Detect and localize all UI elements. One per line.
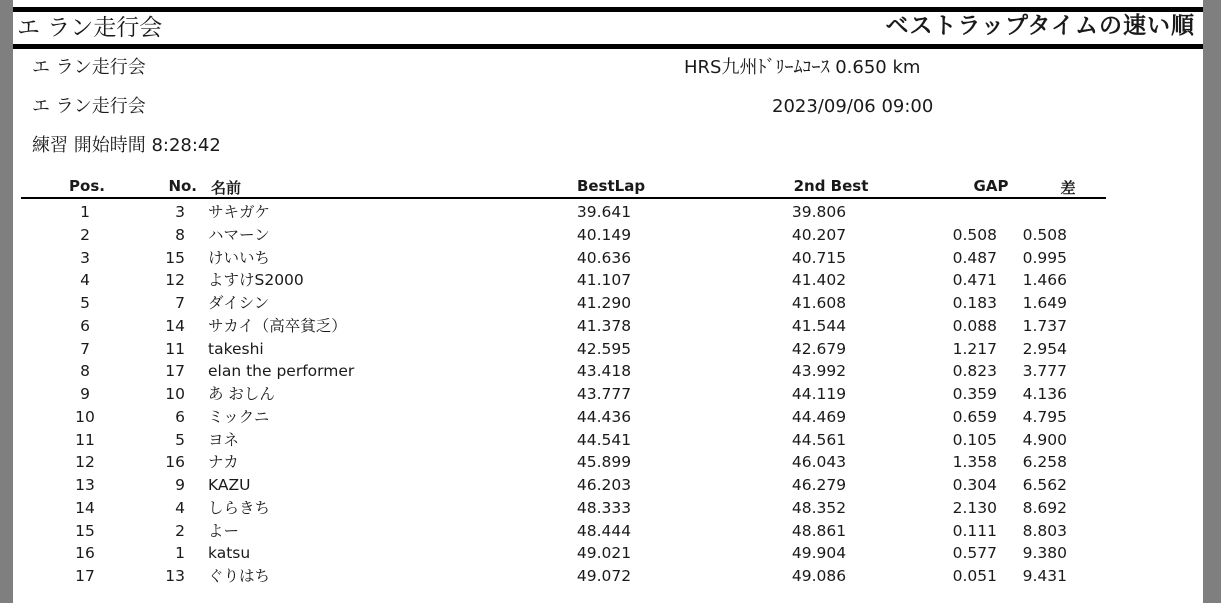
table-row (13, 474, 1203, 497)
row-driver-name: サキガケ (208, 203, 271, 221)
row-driver-name: ダイシン (208, 294, 270, 312)
row-best-lap: 48.333 (576, 498, 632, 517)
col-header-diff: 差 (1060, 179, 1076, 197)
row-best-lap: 44.436 (576, 407, 632, 426)
row-car-number: 17 (165, 362, 185, 381)
row-best-lap: 41.107 (576, 271, 632, 290)
row-gap: 0.051 (952, 567, 997, 585)
row-car-number: 16 (165, 453, 185, 472)
table-header-rule (21, 197, 1106, 199)
row-pos: 10 (75, 407, 95, 426)
table-row (13, 451, 1203, 474)
row-best-lap: 43.418 (576, 362, 632, 381)
table-row (13, 406, 1203, 429)
row-driver-name: ミックニ (208, 407, 270, 426)
row-diff: 8.692 (1022, 498, 1067, 517)
row-best-lap: 42.595 (576, 339, 632, 358)
row-gap: 1.358 (952, 453, 997, 472)
row-pos: 4 (80, 271, 90, 290)
row-car-number: 9 (175, 476, 185, 494)
table-row (13, 360, 1203, 383)
row-car-number: 2 (175, 521, 185, 540)
row-2nd-best: 41.402 (791, 271, 847, 290)
row-gap: 0.088 (952, 316, 997, 335)
row-best-lap: 44.541 (576, 430, 632, 449)
header-report-title: ベストラップタイムの速い順 (885, 13, 1195, 39)
row-driver-name: ハマーン (208, 225, 270, 244)
row-diff: 3.777 (1022, 362, 1067, 381)
row-driver-name: けいいち (208, 248, 271, 267)
event-name: エ ラン走行会 (32, 57, 146, 78)
row-gap: 0.111 (952, 521, 997, 540)
row-2nd-best: 46.043 (791, 453, 847, 472)
table-row (13, 429, 1203, 452)
row-gap: 0.304 (952, 476, 997, 494)
row-diff: 1.466 (1022, 271, 1067, 290)
row-pos: 9 (80, 385, 90, 403)
row-car-number: 6 (175, 407, 185, 426)
page-header (13, 12, 1203, 44)
row-car-number: 4 (175, 498, 185, 517)
row-pos: 16 (75, 544, 95, 563)
row-car-number: 10 (165, 385, 185, 403)
row-2nd-best: 49.904 (791, 544, 847, 563)
row-2nd-best: 44.119 (791, 385, 847, 403)
row-gap: 0.659 (952, 407, 997, 426)
row-pos: 13 (75, 476, 95, 494)
table-row (13, 315, 1203, 338)
row-driver-name: katsu (208, 544, 251, 563)
table-row (13, 201, 1203, 224)
row-gap: 0.508 (952, 225, 997, 244)
table-row (13, 247, 1203, 270)
row-car-number: 14 (165, 316, 185, 335)
row-gap: 0.183 (952, 294, 997, 312)
row-best-lap: 48.444 (576, 521, 632, 540)
results-table-body (13, 201, 1203, 588)
row-best-lap: 39.641 (576, 203, 632, 221)
row-2nd-best: 44.561 (791, 430, 847, 449)
col-header-gap: GAP (973, 177, 1009, 195)
row-2nd-best: 41.608 (791, 294, 847, 312)
row-gap: 0.577 (952, 544, 997, 563)
col-header-bestlap: BestLap (576, 177, 646, 195)
table-row (13, 269, 1203, 292)
row-pos: 15 (75, 521, 95, 540)
table-row (13, 292, 1203, 315)
row-gap: 0.359 (952, 385, 997, 403)
row-2nd-best: 46.279 (791, 476, 847, 494)
row-diff: 0.508 (1022, 225, 1067, 244)
row-driver-name: しらきち (208, 498, 271, 517)
row-pos: 6 (80, 316, 90, 335)
row-best-lap: 40.636 (576, 248, 632, 267)
row-diff: 1.737 (1022, 316, 1067, 335)
row-car-number: 5 (175, 430, 185, 449)
row-gap: 0.471 (952, 271, 997, 290)
row-diff: 8.803 (1022, 521, 1067, 540)
table-row (13, 520, 1203, 543)
row-diff: 1.649 (1022, 294, 1067, 312)
row-driver-name: サカイ（高卒貧乏） (208, 316, 347, 335)
row-2nd-best: 40.715 (791, 248, 847, 267)
row-best-lap: 46.203 (576, 476, 632, 494)
header-event-title: エ ラン走行会 (17, 15, 163, 41)
row-diff: 4.900 (1022, 430, 1067, 449)
row-diff: 9.431 (1022, 567, 1067, 585)
row-pos: 5 (80, 294, 90, 312)
row-pos: 12 (75, 453, 95, 472)
row-driver-name: KAZU (208, 476, 251, 494)
row-car-number: 15 (165, 248, 185, 267)
results-page (13, 0, 1203, 603)
row-driver-name: ヨネ (208, 430, 240, 449)
row-pos: 1 (80, 203, 90, 221)
row-pos: 17 (75, 567, 95, 585)
row-driver-name: ナカ (208, 453, 239, 472)
row-driver-name: よー (208, 521, 240, 540)
row-car-number: 11 (165, 339, 185, 358)
table-row (13, 497, 1203, 520)
row-gap: 0.105 (952, 430, 997, 449)
row-driver-name: takeshi (208, 339, 264, 358)
row-best-lap: 49.021 (576, 544, 632, 563)
row-diff: 2.954 (1022, 339, 1067, 358)
row-diff: 0.995 (1022, 248, 1067, 267)
row-pos: 11 (75, 430, 95, 449)
row-2nd-best: 48.352 (791, 498, 847, 517)
results-table-header (21, 176, 1106, 196)
row-car-number: 13 (165, 567, 185, 585)
row-gap: 2.130 (952, 498, 997, 517)
table-row (13, 542, 1203, 565)
row-2nd-best: 49.086 (791, 567, 847, 585)
row-best-lap: 41.290 (576, 294, 632, 312)
row-car-number: 7 (175, 294, 185, 312)
row-car-number: 12 (165, 271, 185, 290)
row-gap: 0.823 (952, 362, 997, 381)
row-driver-name: よすけS2000 (208, 271, 304, 290)
col-header-pos: Pos. (69, 177, 105, 195)
row-car-number: 3 (175, 203, 185, 221)
course-info: HRS九州ﾄﾞﾘｰﾑｺｰｽ 0.650 km (684, 57, 921, 78)
row-2nd-best: 43.992 (791, 362, 847, 381)
event-datetime: 2023/09/06 09:00 (772, 96, 934, 117)
row-car-number: 8 (175, 225, 185, 244)
row-best-lap: 40.149 (576, 225, 632, 244)
row-2nd-best: 40.207 (791, 225, 847, 244)
row-diff: 6.258 (1022, 453, 1067, 472)
row-pos: 2 (80, 225, 90, 244)
table-row (13, 224, 1203, 247)
row-pos: 14 (75, 498, 95, 517)
organizer-name: エ ラン走行会 (32, 96, 146, 117)
row-pos: 3 (80, 248, 90, 267)
row-gap: 1.217 (952, 339, 997, 358)
row-pos: 7 (80, 339, 90, 358)
row-driver-name: あ おしん (208, 385, 275, 403)
row-diff: 9.380 (1022, 544, 1067, 563)
row-2nd-best: 39.806 (791, 203, 847, 221)
table-row (13, 338, 1203, 361)
row-pos: 8 (80, 362, 90, 381)
row-diff: 4.136 (1022, 385, 1067, 403)
row-best-lap: 43.777 (576, 385, 632, 403)
row-car-number: 1 (175, 544, 185, 563)
table-row (13, 565, 1203, 588)
row-best-lap: 49.072 (576, 567, 632, 585)
row-driver-name: ぐりはち (208, 567, 271, 585)
header-rule (13, 44, 1203, 49)
col-header-2nd-best: 2nd Best (793, 177, 869, 195)
row-best-lap: 41.378 (576, 316, 632, 335)
row-diff: 6.562 (1022, 476, 1067, 494)
table-row (13, 383, 1203, 406)
row-driver-name: elan the performer (208, 362, 355, 381)
row-2nd-best: 48.861 (791, 521, 847, 540)
col-header-name: 名前 (211, 179, 242, 197)
row-gap: 0.487 (952, 248, 997, 267)
col-header-no: No. (168, 177, 197, 195)
session-info: 練習 開始時間 8:28:42 (32, 135, 221, 156)
row-2nd-best: 41.544 (791, 316, 847, 335)
row-2nd-best: 42.679 (791, 339, 847, 358)
row-2nd-best: 44.469 (791, 407, 847, 426)
row-diff: 4.795 (1022, 407, 1067, 426)
row-best-lap: 45.899 (576, 453, 632, 472)
